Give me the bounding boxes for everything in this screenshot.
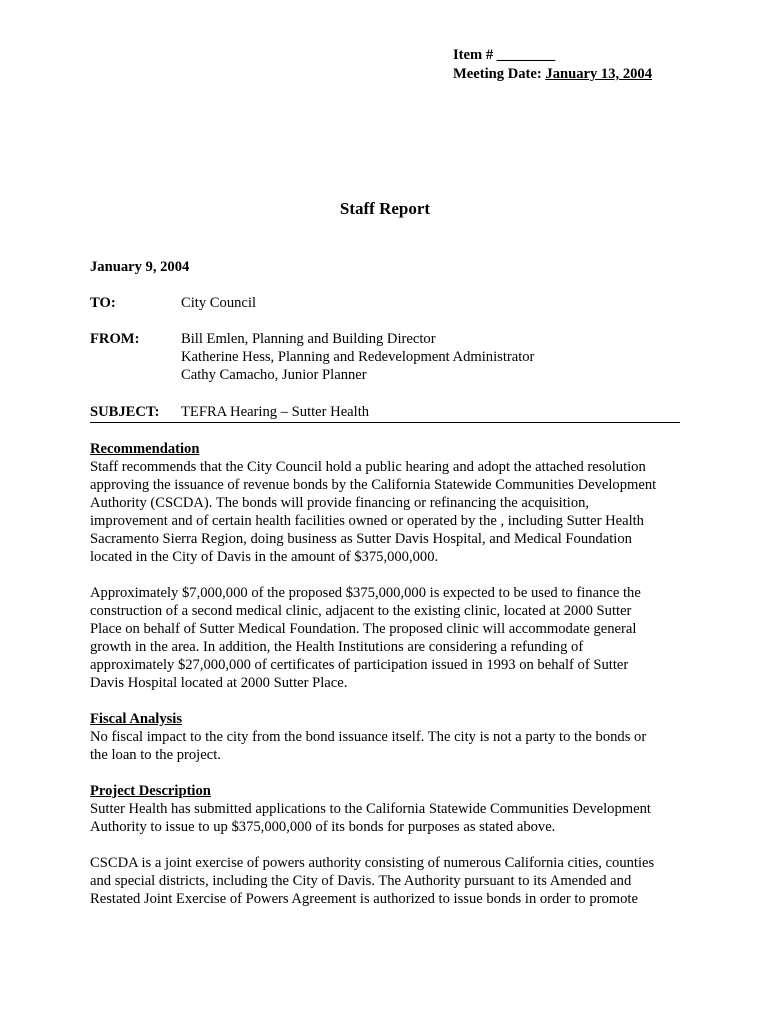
text-line: construction of a second medical clinic, adjacent to the existing clinic, located at 2000 Sutter xyxy=(90,603,632,619)
project-description-paragraph-2 xyxy=(90,854,688,908)
subject-label: SUBJECT: xyxy=(90,404,160,420)
meeting-header xyxy=(453,46,652,84)
text-line: CSCDA is a joint exercise of powers authority consisting of numerous California cities, counties xyxy=(90,855,655,871)
text-line: Authority (CSCDA). The bonds will provide financing or refinancing the acquisition, xyxy=(90,495,590,511)
text-line: located in the City of Davis in the amount of $375,000,000. xyxy=(90,549,439,565)
from-line: Katherine Hess, Planning and Redevelopment Administrator xyxy=(181,349,535,365)
text-line: Davis Hospital located at 2000 Sutter Place. xyxy=(90,675,348,691)
document-title: Staff Report xyxy=(339,199,431,218)
recommendation-section xyxy=(90,440,688,566)
from-value xyxy=(181,330,534,384)
recommendation-heading: Recommendation xyxy=(90,441,200,457)
meeting-date-value: January 13, 2004 xyxy=(545,66,653,82)
text-line: the loan to the project. xyxy=(90,747,221,763)
meeting-date-label: Meeting Date: xyxy=(453,66,546,82)
project-description-heading: Project Description xyxy=(90,783,211,799)
item-number: Item # ________ xyxy=(453,47,556,63)
text-line: improvement and of certain health facilities owned or operated by the , including Sutter Health xyxy=(90,513,644,529)
text-line: Place on behalf of Sutter Medical Foundation. The proposed clinic will accommodate general xyxy=(90,621,637,637)
report-body xyxy=(90,440,688,926)
text-line: Approximately $7,000,000 of the proposed $375,000,000 is expected to be used to finance the xyxy=(90,585,641,601)
recommendation-paragraph-2 xyxy=(90,584,688,692)
text-line: approximately $27,000,000 of certificates of participation issued in 1993 on behalf of Sutter xyxy=(90,657,629,673)
subject-row xyxy=(90,403,680,423)
to-value: City Council xyxy=(181,295,256,311)
text-line: growth in the area. In addition, the Health Institutions are considering a refunding of xyxy=(90,639,584,655)
from-line: Bill Emlen, Planning and Building Director xyxy=(181,331,436,347)
from-line: Cathy Camacho, Junior Planner xyxy=(181,367,367,383)
text-line: Sutter Health has submitted applications to the California Statewide Communities Development xyxy=(90,801,651,817)
meeting-date xyxy=(453,65,652,84)
text-line: Authority to issue to up $375,000,000 of its bonds for purposes as stated above. xyxy=(90,819,556,835)
fiscal-analysis-section xyxy=(90,710,688,764)
text-line: and special districts, including the City of Davis. The Authority pursuant to its Amended and xyxy=(90,873,632,889)
fiscal-analysis-heading: Fiscal Analysis xyxy=(90,711,183,727)
subject-value: TEFRA Hearing – Sutter Health xyxy=(181,404,370,420)
text-line: No fiscal impact to the city from the bond issuance itself. The city is not a party to the bonds or xyxy=(90,729,647,745)
report-date: January 9, 2004 xyxy=(90,259,190,275)
text-line: Staff recommends that the City Council hold a public hearing and adopt the attached resolution xyxy=(90,459,646,475)
text-line: approving the issuance of revenue bonds by the California Statewide Communities Development xyxy=(90,477,657,493)
from-label: FROM: xyxy=(90,331,140,347)
text-line: Restated Joint Exercise of Powers Agreement is authorized to issue bonds in order to promote xyxy=(90,891,638,907)
to-label: TO: xyxy=(90,295,116,311)
project-description-section xyxy=(90,782,688,836)
text-line: Sacramento Sierra Region, doing business as Sutter Davis Hospital, and Medical Foundation xyxy=(90,531,632,547)
